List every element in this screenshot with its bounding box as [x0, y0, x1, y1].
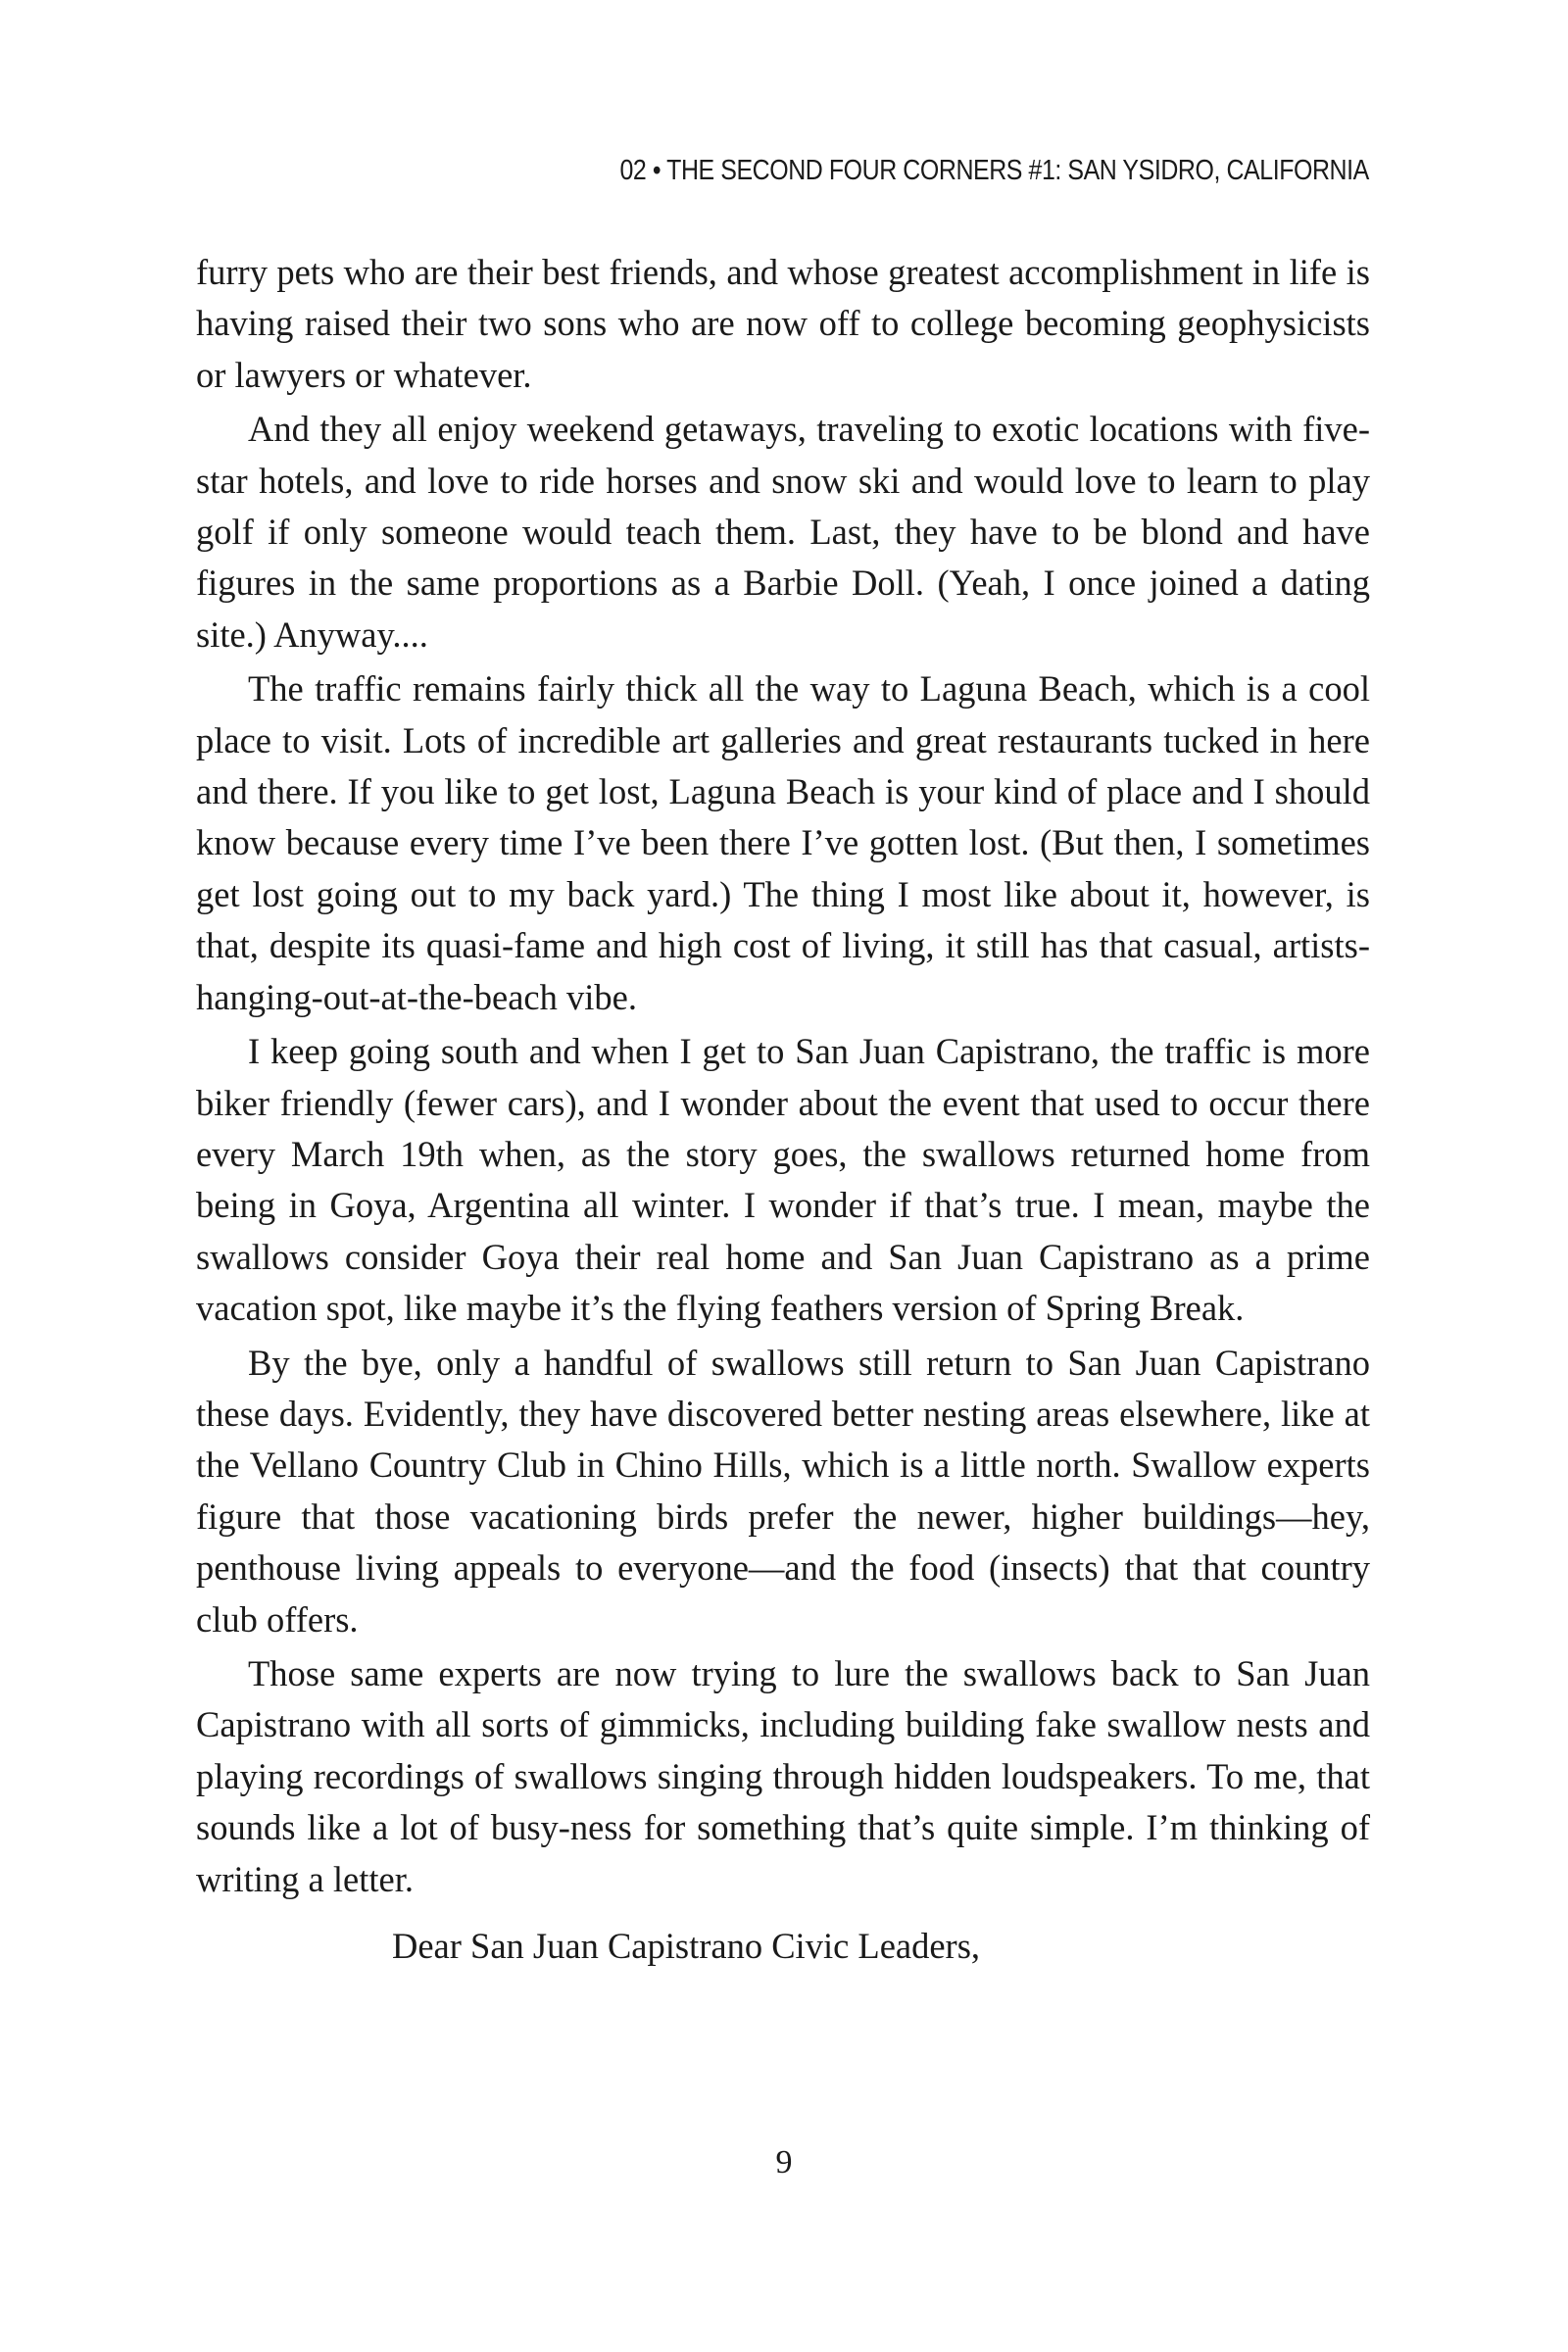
paragraph: And they all enjoy weekend getaways, traveling to exotic locations with five-star hotels, and love to ride horses and snow ski and would love to learn to play golf if only someone would teach them. Last, they have to be blond and have figures in the same proportions as a Barbie Doll. (Yeah, I once joined a dating site.) Anyway....	[196, 409, 1370, 655]
paragraph: By the bye, only a handful of swallows still return to San Juan Capistrano these days. Evidently, they have discovered better nesting areas elsewhere, like at the Vellano Country Club in Chino Hills, which is a little north. Swallow experts figure that those vacationing birds prefer the newer, higher buildings—hey, penthouse living appeals to everyone—and the food (insects) that that country club offers.	[196, 1342, 1370, 1640]
body-text	[196, 247, 1370, 1975]
letter-salutation: Dear San Juan Capistrano Civic Leaders,	[392, 1926, 981, 1966]
page-number: 9	[775, 2144, 793, 2180]
paragraph: Those same experts are now trying to lure the swallows back to San Juan Capistrano with all sorts of gimmicks, including building fake swallow nests and playing recordings of swallows singing through hidden loudspeakers. To me, that sounds like a lot of busy-ness for something that’s quite simple. I’m thinking of writing a letter.	[196, 1652, 1370, 1899]
paragraph-continued: furry pets who are their best friends, and whose greatest accomplishment in life is having raised their two sons who are now off to college becoming geophysicists or lawyers or whatever.	[196, 252, 1370, 395]
paragraph: The traffic remains fairly thick all the way to Laguna Beach, which is a cool place to visit. Lots of incredible art galleries and great restaurants tucked in here and there. If you like to get lost, Laguna Beach is your kind of place and I should know because every time I’ve been there I’ve gotten lost. (But then, I sometimes get lost going out to my back yard.) The thing I most like about it, however, is that, despite its quasi-fame and high cost of living, it still has that casual, artists-hanging-out-at-the-beach vibe.	[196, 668, 1370, 1017]
running-head: 02 • THE SECOND FOUR CORNERS #1: SAN YSIDRO, CALIFORNIA	[619, 155, 1369, 186]
paragraph: I keep going south and when I get to San Juan Capistrano, the traffic is more biker friendly (fewer cars), and I wonder about the event that used to occur there every March 19th when, as the story goes, the swallows returned home from being in Goya, Argentina all winter. I wonder if that’s true. I mean, maybe the swallows consider Goya their real home and San Juan Capistrano as a prime vacation spot, like maybe it’s the flying feathers version of Spring Break.	[196, 1031, 1370, 1329]
